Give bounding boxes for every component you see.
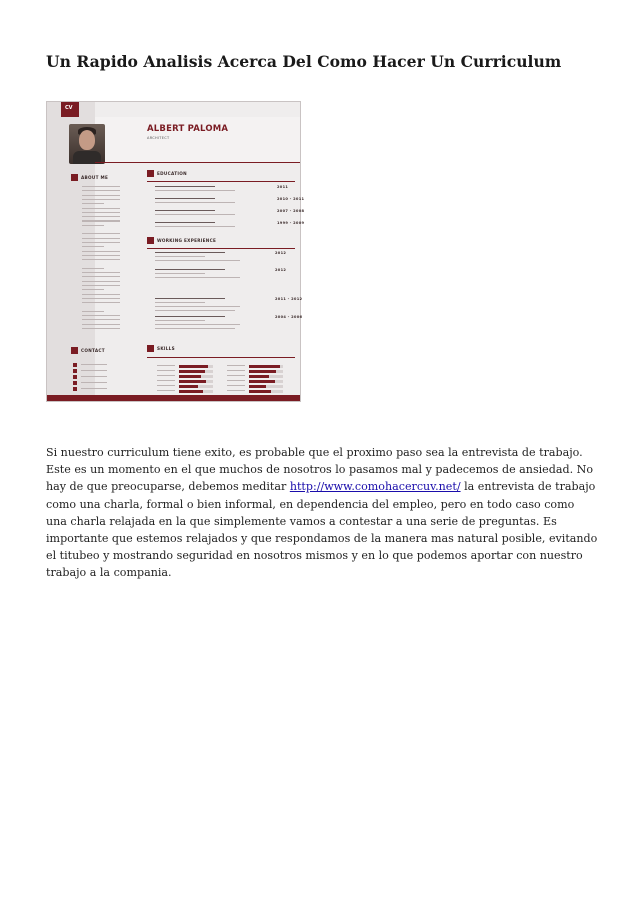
contact-icon	[73, 369, 77, 373]
cv-contact-line	[81, 382, 107, 383]
cv-rule	[147, 357, 295, 358]
cv-language-fill	[249, 370, 276, 373]
cv-language-fill	[249, 390, 271, 393]
cv-experience-detail	[155, 306, 240, 307]
cv-education-detail	[155, 214, 235, 215]
cv-about-line	[82, 311, 104, 312]
cv-skill-track	[179, 365, 213, 368]
cv-skill-label	[157, 385, 175, 386]
cv-language-track	[249, 365, 283, 368]
cv-experience-detail	[155, 260, 240, 261]
cv-skill-label	[157, 365, 175, 366]
cv-about-line	[82, 246, 104, 247]
cv-education-detail	[155, 226, 235, 227]
cv-about-line	[82, 259, 120, 260]
cv-skill-label	[157, 390, 175, 391]
cv-skill-track	[179, 390, 213, 393]
cv-about-line	[82, 298, 120, 299]
cv-about-line	[82, 268, 104, 269]
cv-contact-line	[81, 388, 107, 389]
paragraph-text-continued: la entrevista de trabajo como una charla, formal o bien informal, en dependencia del empleo, pero en todo caso como una charla relajada en la que simplemente vamos a contestar a una serie de preguntas. Es importante que estemos relajados y que respondamos de la manera mas natural posible, evitando el titubeo y mostrando seguridad en nosotros mismos y en lo que podemos aportar con nuestro trabajo a la compania.	[46, 480, 598, 580]
cv-experience-detail	[155, 324, 240, 325]
cv-contact-line	[81, 370, 107, 371]
paragraph-text: Si nuestro curriculum tiene exito, es probable que el proximo paso sea la entrevista de trabajo. Este es un momento en el que muchos de nosotros lo pasamos mal y padecemos de ansiedad. No hay de que preocuparse, debemos meditar	[46, 446, 594, 494]
cv-education-title	[155, 210, 215, 211]
cv-education-title	[155, 222, 215, 223]
gear-icon	[147, 345, 154, 352]
cv-experience-year: 2012	[275, 268, 287, 272]
cv-experience-detail	[155, 273, 205, 274]
cv-language-label	[227, 370, 245, 371]
cv-about-line	[82, 324, 120, 325]
cv-education-year: 2007 - 2008	[277, 209, 305, 213]
cv-contact-line	[81, 376, 107, 377]
cv-skill-fill	[179, 390, 203, 393]
site-link[interactable]: http://www.comohacercuv.net/	[289, 480, 461, 494]
cv-skill-fill	[179, 365, 208, 368]
cv-education-year: 2010 - 2011	[277, 197, 305, 201]
cv-divider	[95, 162, 300, 163]
cv-language-fill	[249, 375, 269, 378]
cv-about-line	[82, 208, 120, 209]
cv-about-line	[82, 199, 120, 200]
cv-education-detail	[155, 202, 235, 203]
cv-about-line	[82, 255, 120, 256]
cv-about-line	[82, 186, 120, 187]
cv-section-about: ABOUT ME	[81, 175, 109, 180]
phone-icon	[71, 347, 78, 354]
cv-about-line	[82, 212, 120, 213]
cv-about-line	[82, 272, 120, 273]
cv-about-line	[82, 251, 120, 252]
cv-education-title	[155, 198, 215, 199]
cv-about-line	[82, 294, 120, 295]
cv-skill-track	[179, 385, 213, 388]
cv-experience-title	[155, 316, 225, 317]
cv-language-track	[249, 385, 283, 388]
cv-tab-label: CV	[65, 105, 73, 111]
cv-language-label	[227, 375, 245, 376]
cv-skill-label	[157, 375, 175, 376]
cv-education-title	[155, 186, 215, 187]
cv-skill-fill	[179, 370, 205, 373]
cv-language-fill	[249, 365, 280, 368]
contact-icon	[73, 387, 77, 391]
cv-experience-detail	[155, 256, 205, 257]
cv-about-line	[82, 238, 120, 239]
cv-language-track	[249, 375, 283, 378]
contact-icon	[73, 363, 77, 367]
cv-template-image	[46, 101, 305, 402]
cv-rule	[147, 248, 295, 249]
page-title: Un Rapido Analisis Acerca Del Como Hacer Un Curriculum	[46, 52, 562, 71]
cv-about-line	[82, 285, 120, 286]
cv-language-track	[249, 390, 283, 393]
cv-skill-fill	[179, 385, 198, 388]
cv-experience-detail	[155, 302, 205, 303]
graduation-icon	[147, 170, 154, 177]
cv-about-line	[82, 242, 120, 243]
cv-bottom-band	[47, 395, 300, 401]
cv-about-line	[82, 190, 120, 191]
cv-skill-track	[179, 370, 213, 373]
cv-about-line	[82, 289, 104, 290]
cv-tab	[61, 102, 79, 117]
briefcase-icon	[147, 237, 154, 244]
cv-experience-detail	[155, 310, 235, 311]
cv-section-skills: SKILLS	[157, 346, 175, 351]
body-paragraph	[46, 444, 598, 582]
cv-skill-label	[157, 380, 175, 381]
cv-contact-line	[81, 364, 107, 365]
cv-experience-title	[155, 269, 225, 270]
cv-experience-title	[155, 252, 225, 253]
cv-language-label	[227, 385, 245, 386]
cv-skill-fill	[179, 380, 206, 383]
user-icon	[71, 174, 78, 181]
cv-language-label	[227, 365, 245, 366]
cv-rule	[147, 181, 295, 182]
cv-language-track	[249, 370, 283, 373]
cv-about-line	[82, 315, 120, 316]
cv-experience-detail	[155, 277, 240, 278]
cv-role: ARCHITECT	[147, 136, 170, 140]
cv-language-label	[227, 390, 245, 391]
cv-about-line	[82, 328, 120, 329]
contact-icon	[73, 381, 77, 385]
cv-about-line	[82, 281, 120, 282]
cv-section-contact: CONTACT	[81, 348, 105, 353]
contact-icon	[73, 375, 77, 379]
cv-about-line	[82, 233, 120, 234]
cv-experience-year: 2011 - 2012	[275, 297, 303, 301]
cv-experience-year: 2012	[275, 251, 287, 255]
cv-experience-detail	[155, 328, 235, 329]
cv-section-experience: WORKING EXPERIENCE	[157, 238, 217, 243]
cv-skill-track	[179, 375, 213, 378]
cv-about-line	[82, 225, 104, 226]
cv-about-line	[82, 276, 120, 277]
cv-about-line	[82, 302, 120, 303]
cv-experience-detail	[155, 320, 205, 321]
cv-experience-title	[155, 298, 225, 299]
cv-section-education: EDUCATION	[157, 171, 187, 176]
cv-about-line	[82, 220, 120, 221]
cv-about-line	[82, 319, 120, 320]
cv-portrait-photo	[69, 124, 105, 164]
cv-education-year: 2011	[277, 185, 289, 189]
cv-language-fill	[249, 385, 266, 388]
cv-skill-label	[157, 370, 175, 371]
cv-education-detail	[155, 190, 235, 191]
cv-language-label	[227, 380, 245, 381]
cv-about-line	[82, 216, 120, 217]
cv-language-track	[249, 380, 283, 383]
cv-name: ALBERT PALOMA	[147, 124, 229, 134]
cv-about-line	[82, 195, 120, 196]
cv-about-line	[82, 203, 104, 204]
cv-experience-year: 2004 - 2006	[275, 315, 303, 319]
cv-education-year: 1999 - 2009	[277, 221, 305, 225]
cv-skill-fill	[179, 375, 201, 378]
cv-language-fill	[249, 380, 275, 383]
cv-skill-track	[179, 380, 213, 383]
